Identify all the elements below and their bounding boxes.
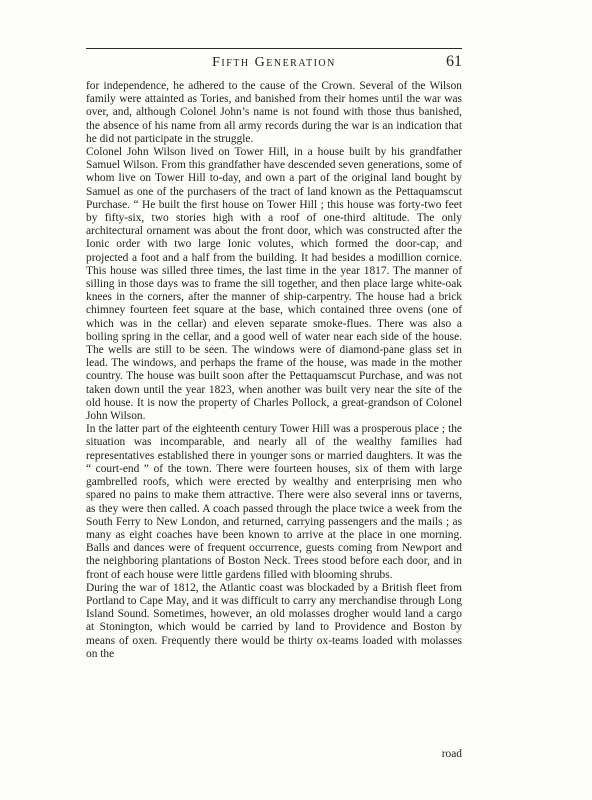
body-text [86, 80, 462, 661]
paragraph-1: for independence, he adhered to the cause of the Crown. Several of the Wilson family were attainted as Tories, and banished from their homes until the war was over, and, although Colonel John’s name is not found with those thus banished, the absence of his name from all army records during the war is an indication that he did not participate in the struggle. [86, 80, 462, 145]
page-number: 61 [446, 53, 462, 70]
paragraph-4: During the war of 1812, the Atlantic coast was blockaded by a British fleet from Portland to Cape May, and it was difficult to carry any merchandise through Long Island Sound. Sometimes, however, an old molasses drogher would land a cargo at Stonington, which would be carried by land to Providence and Boston by means of oxen. Frequently there would be thirty ox-teams loaded with molasses on the [86, 581, 462, 660]
header-rule [86, 48, 462, 49]
catchword: road [441, 748, 462, 760]
paragraph-3: In the latter part of the eighteenth century Tower Hill was a prosperous place ; the situation was incomparable, and nearly all of the wealthy families had representatives established there in younger sons or married daughters. It was the “ court-end ” of the town. There were fourteen houses, six of them with large gambrelled roofs, which were erected by wealthy and enterprising men who spared no pains to make them attractive. There were also several inns or taverns, as they were then called. A coach passed through the place twice a week from the South Ferry to New London, and returned, carrying passengers and the mails ; as many as eight coaches have been known to arrive at the place in one morning. Balls and dances were of frequent occurrence, guests coming from Newport and the neighboring plantations of Boston Neck. Trees stood before each door, and in front of each house were little gardens filled with blooming shrubs. [86, 423, 462, 581]
running-title: Fifth Generation [212, 55, 336, 70]
paragraph-2: Colonel John Wilson lived on Tower Hill, in a house built by his grandfather Samuel Wilson. From this grandfather have descended seven generations, some of whom live on Tower Hill to-day, and own a part of the original land bought by Samuel as one of the purchasers of the tract of land known as the Pettaquamscut Purchase. “ He built the first house on Tower Hill ; this house was forty-two feet by fifty-six, two stories high with a roof of one-third altitude. The only architectural ornament was about the front door, which was constructed after the Ionic order with two large Ionic volutes, which formed the door-cap, and projected a foot and a half from the building. It had besides a modillion cornice. This house was silled three times, the last time in the year 1817. The manner of silling in those days was to frame the sill together, and then place large white-oak knees in the corners, after the manner of ship-carpentry. The house had a brick chimney fourteen feet square at the base, which contained three ovens (one of which was in the cellar) and eleven separate smoke-flues. There was also a boiling spring in the cellar, and a good well of water near each side of the house. The wells are still to be seen. The windows were of diamond-pane glass set in lead. The windows, and perhaps the frame of the house, was made in the mother country. The house was built soon after the Pettaquamscut Purchase, and was not taken down until the year 1823, when another was built very near the site of the old house. It is now the property of Charles Pollock, a great-grandson of Colonel John Wilson. [86, 146, 462, 423]
running-header [86, 48, 462, 76]
